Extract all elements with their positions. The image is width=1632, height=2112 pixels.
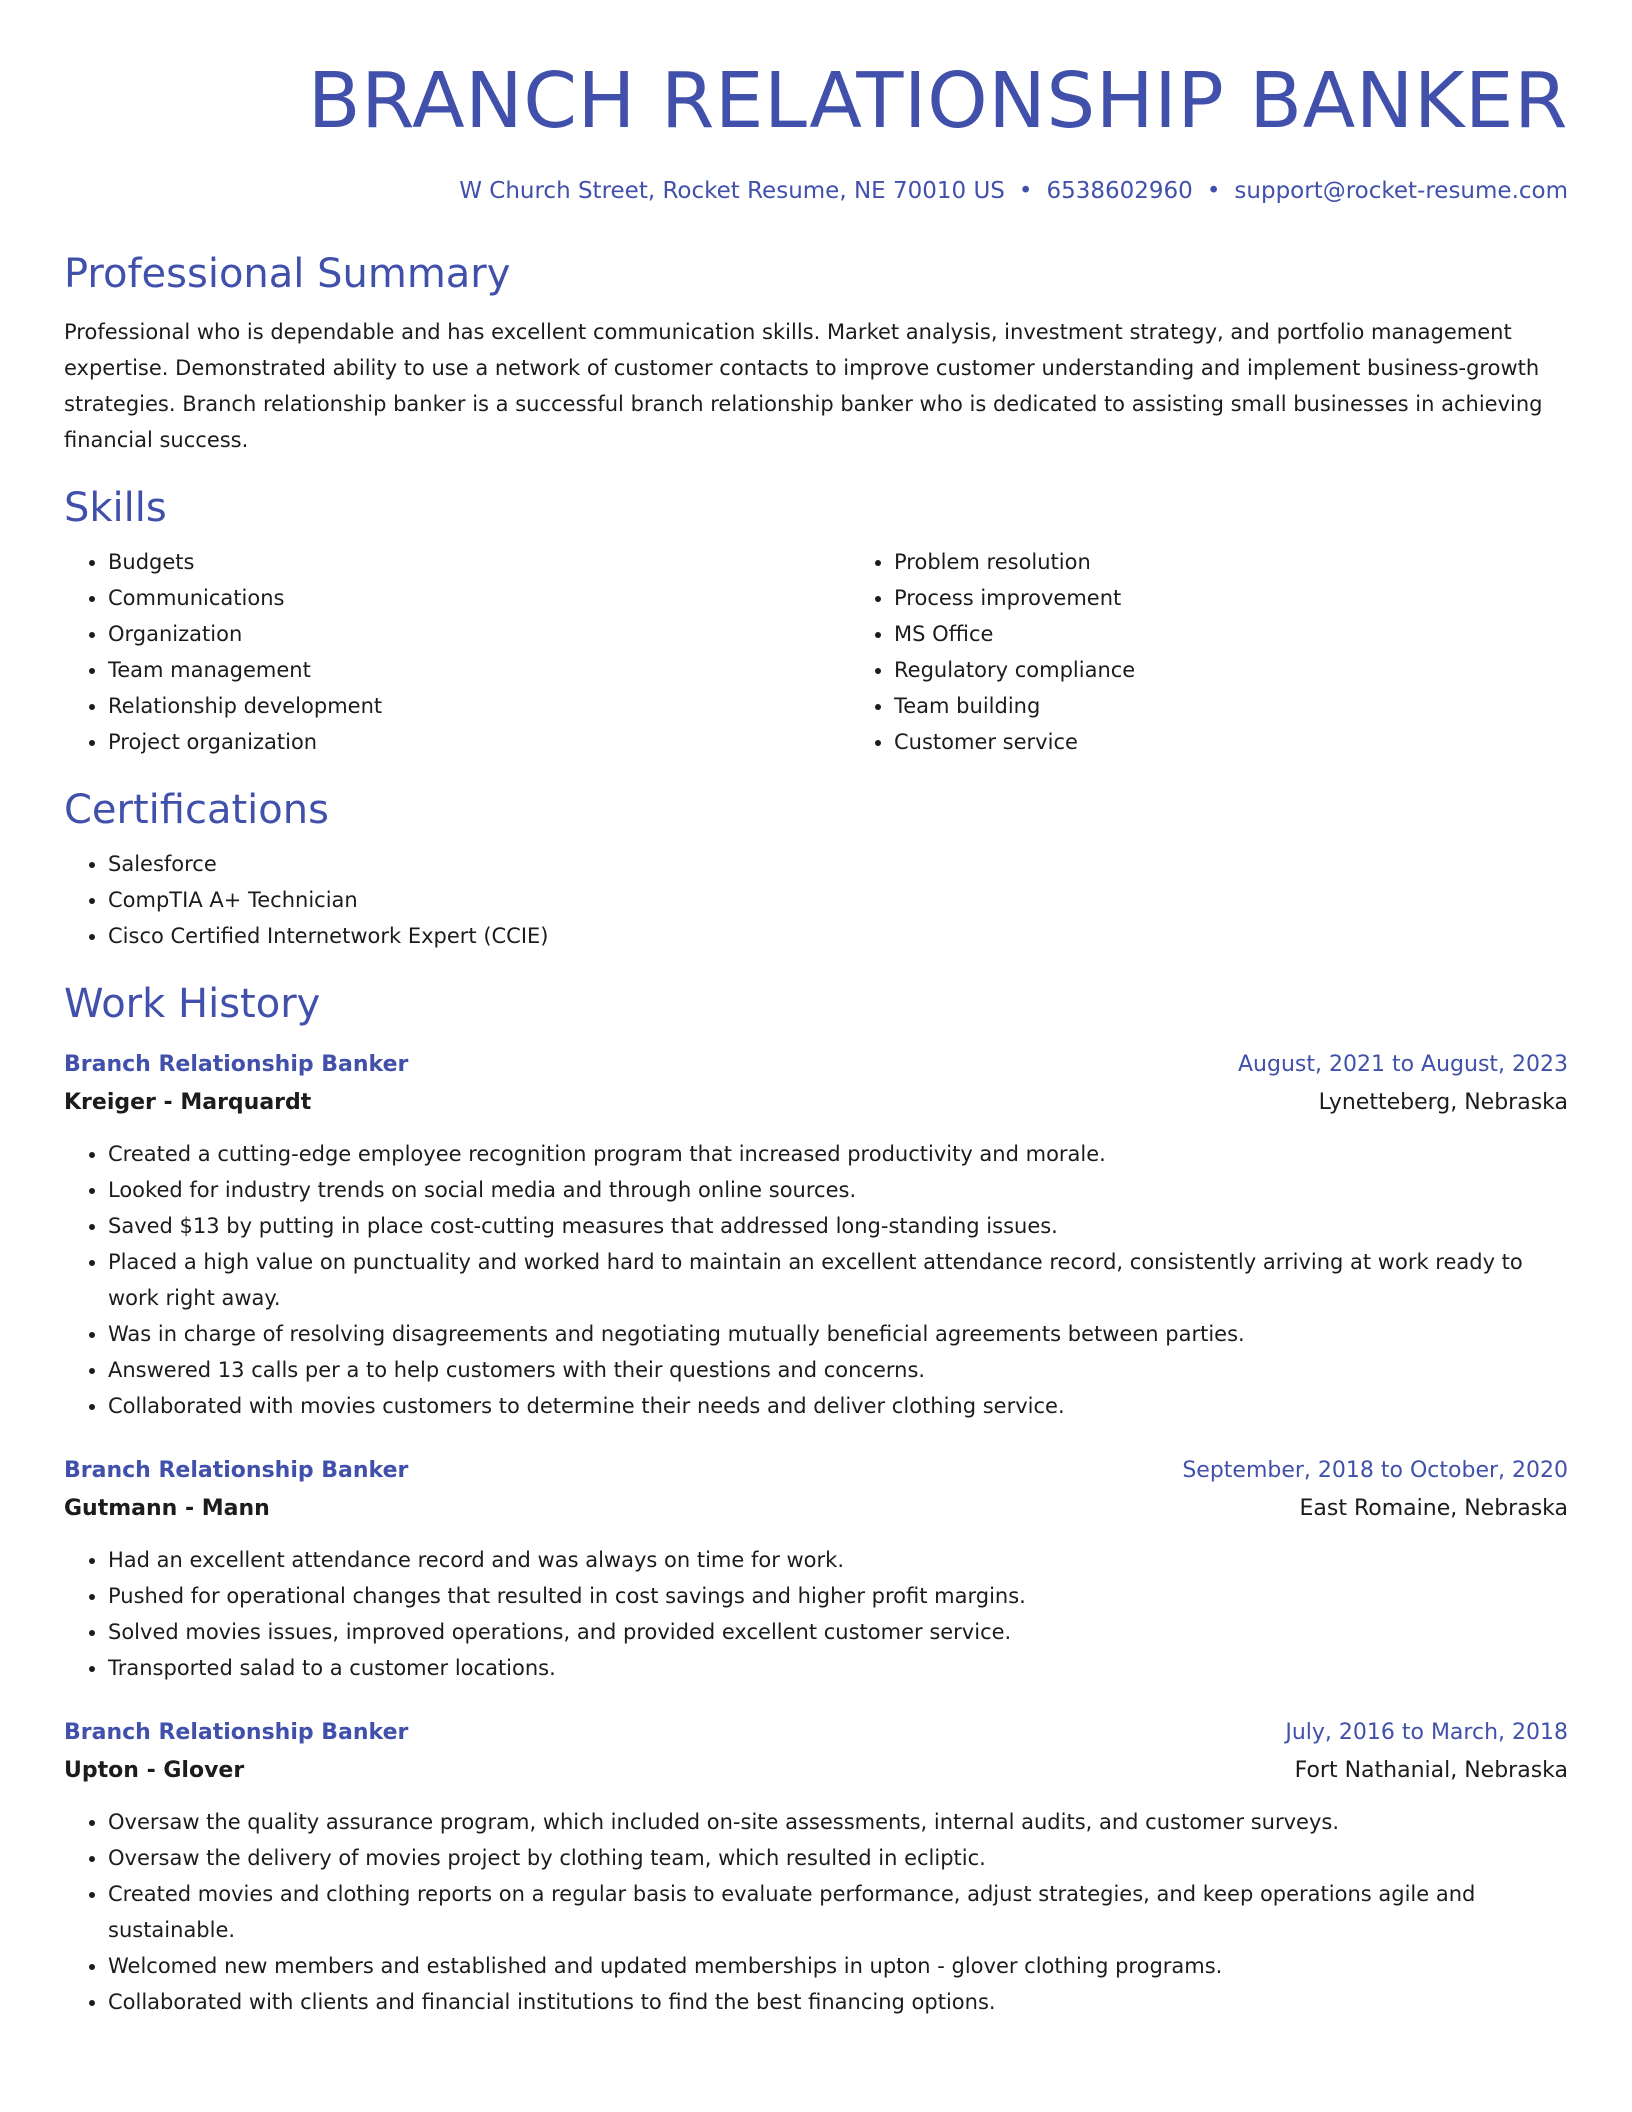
skills-columns <box>64 534 1568 760</box>
skills-section <box>64 482 1568 760</box>
summary-section <box>64 248 1568 458</box>
certification-item: • CompTIA A+ Technician <box>108 882 1568 918</box>
job-bullet: • Welcomed new members and established and updated memberships in upton - glover clothing programs. <box>108 1948 1568 1984</box>
job-bullet: • Created a cutting-edge employee recognition program that increased productivity and morale. <box>108 1136 1568 1172</box>
job-title-row <box>64 1714 1568 1752</box>
skill-item: • Budgets <box>108 544 850 580</box>
contact-email: support@rocket-resume.com <box>1234 178 1568 204</box>
certification-item: • Cisco Certified Internetwork Expert (CCIE) <box>108 918 1568 954</box>
job-bullet: • Collaborated with movies customers to determine their needs and deliver clothing service. <box>108 1388 1568 1424</box>
contact-address: W Church Street, Rocket Resume, NE 70010 US <box>459 178 1005 204</box>
skill-item: • Communications <box>108 580 850 616</box>
skill-item: • MS Office <box>894 616 1568 652</box>
job-bullet: • Placed a high value on punctuality and worked hard to maintain an excellent attendance record, consistently arriving at work ready to work right away. <box>108 1244 1568 1316</box>
job-entry <box>64 1046 1568 1424</box>
certification-item: • Salesforce <box>108 846 1568 882</box>
skill-item: • Process improvement <box>894 580 1568 616</box>
summary-text: Professional who is dependable and has excellent communication skills. Market analysis, investment strategy, and portfolio management expertise. Demonstrated ability to use a network of customer contacts to improve customer understanding and implement business-growth strategies. Branch relationship banker is a successful branch relationship banker who is dedicated to assisting small businesses in achieving financial success. <box>64 320 1543 452</box>
job-entry <box>64 1714 1568 2020</box>
job-bullet: • Transported salad to a customer locations. <box>108 1650 1568 1686</box>
job-company-row <box>64 1084 1568 1122</box>
job-bullets <box>64 1542 1568 1686</box>
skills-list-left <box>64 544 850 760</box>
skill-item: • Team management <box>108 652 850 688</box>
certifications-heading: Certifications <box>64 787 329 833</box>
skill-item: • Customer service <box>894 724 1568 760</box>
contact-phone: 6538602960 <box>1046 178 1193 204</box>
job-bullet: • Collaborated with clients and financial institutions to find the best financing options. <box>108 1984 1568 2020</box>
summary-heading: Professional Summary <box>64 251 511 297</box>
work-history-heading: Work History <box>64 981 321 1027</box>
job-location: Lynetteberg, Nebraska <box>1318 1090 1568 1115</box>
job-bullet: • Created movies and clothing reports on a regular basis to evaluate performance, adjust strategies, and keep operations agile and sustainable. <box>108 1876 1568 1948</box>
job-company-row <box>64 1490 1568 1528</box>
skill-item: • Organization <box>108 616 850 652</box>
job-location: East Romaine, Nebraska <box>1299 1496 1568 1521</box>
job-bullet: • Looked for industry trends on social media and through online sources. <box>108 1172 1568 1208</box>
job-bullet: • Oversaw the delivery of movies project by clothing team, which resulted in ecliptic. <box>108 1840 1568 1876</box>
job-company: Kreiger - Marquardt <box>64 1090 312 1115</box>
contact-separator: • <box>1018 178 1033 204</box>
skill-item: • Relationship development <box>108 688 850 724</box>
job-company-row <box>64 1752 1568 1790</box>
job-bullet: • Solved movies issues, improved operations, and provided excellent customer service. <box>108 1614 1568 1650</box>
job-dates: August, 2021 to August, 2023 <box>1238 1052 1568 1077</box>
job-company: Upton - Glover <box>64 1758 245 1783</box>
job-dates: September, 2018 to October, 2020 <box>1182 1458 1568 1483</box>
skill-item: • Regulatory compliance <box>894 652 1568 688</box>
skill-item: • Team building <box>894 688 1568 724</box>
certifications-section <box>64 784 1568 954</box>
candidate-name: BRANCH RELATIONSHIP BANKER <box>307 57 1568 146</box>
job-bullet: • Answered 13 calls per a to help customers with their questions and concerns. <box>108 1352 1568 1388</box>
job-dates: July, 2016 to March, 2018 <box>1285 1720 1568 1745</box>
job-bullet: • Was in charge of resolving disagreements and negotiating mutually beneficial agreements between parties. <box>108 1316 1568 1352</box>
job-entry <box>64 1452 1568 1686</box>
job-company: Gutmann - Mann <box>64 1496 270 1521</box>
contact-separator: • <box>1206 178 1221 204</box>
job-bullet: • Pushed for operational changes that resulted in cost savings and higher profit margins. <box>108 1578 1568 1614</box>
job-bullet: • Oversaw the quality assurance program, which included on-site assessments, internal audits, and customer surveys. <box>108 1804 1568 1840</box>
job-title-row <box>64 1046 1568 1084</box>
work-history-section <box>64 978 1568 2020</box>
contact-line <box>64 174 1568 208</box>
job-bullet: • Had an excellent attendance record and was always on time for work. <box>108 1542 1568 1578</box>
skills-heading: Skills <box>64 485 167 531</box>
job-bullets <box>64 1136 1568 1424</box>
skill-item: • Problem resolution <box>894 544 1568 580</box>
certifications-list <box>64 846 1568 954</box>
job-title: Branch Relationship Banker <box>64 1052 409 1077</box>
job-bullet: • Saved $13 by putting in place cost-cutting measures that addressed long-standing issues. <box>108 1208 1568 1244</box>
job-title-row <box>64 1452 1568 1490</box>
job-title: Branch Relationship Banker <box>64 1720 409 1745</box>
job-location: Fort Nathanial, Nebraska <box>1294 1758 1568 1783</box>
resume-header <box>64 52 1568 208</box>
skill-item: • Project organization <box>108 724 850 760</box>
job-title: Branch Relationship Banker <box>64 1458 409 1483</box>
skills-list-right <box>850 544 1568 760</box>
job-bullets <box>64 1804 1568 2020</box>
